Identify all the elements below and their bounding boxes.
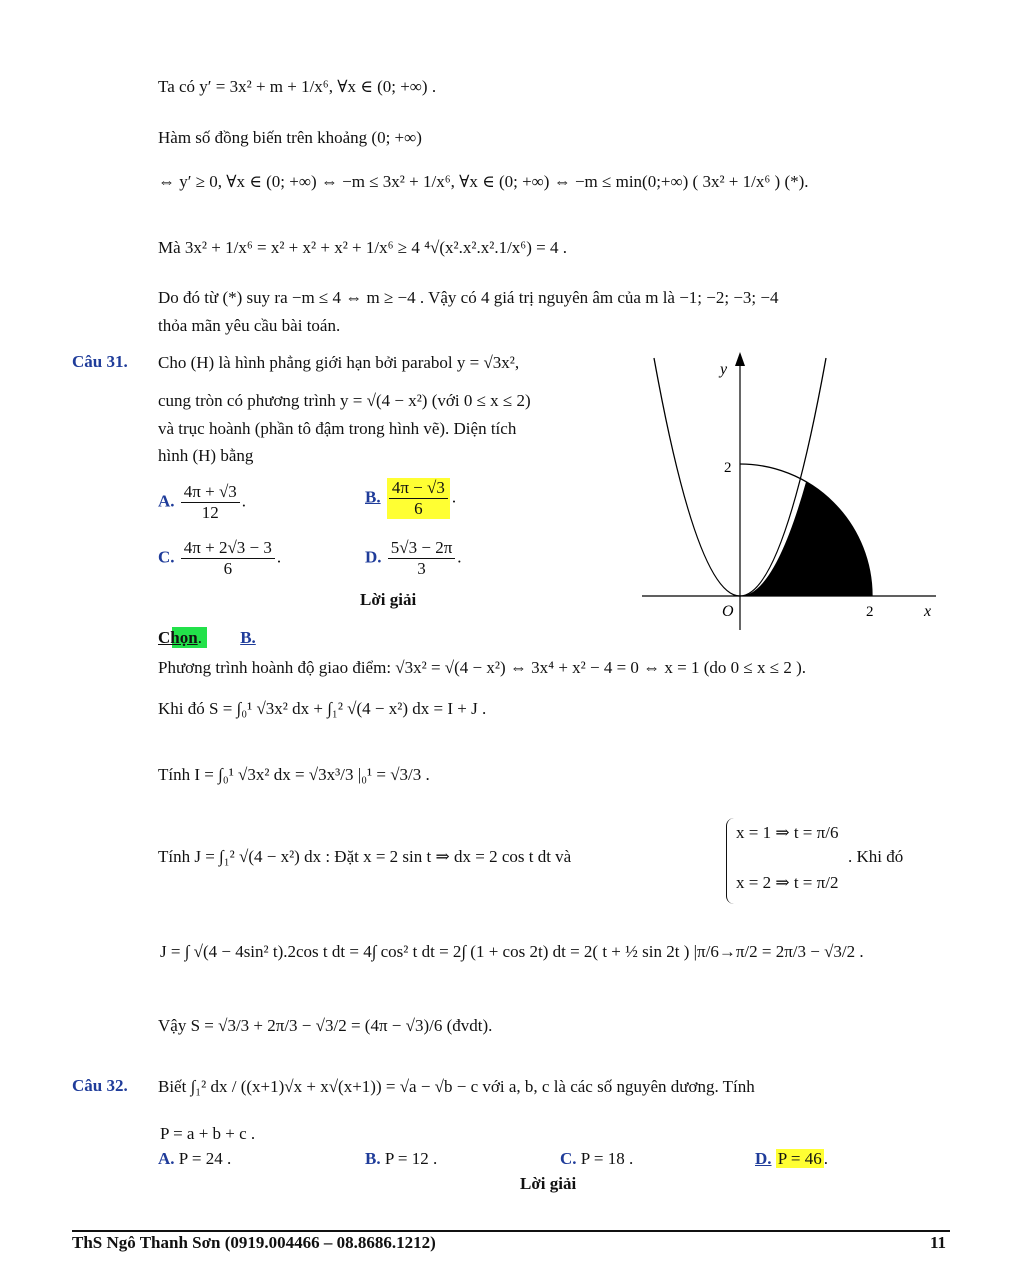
option-label: C. — [158, 547, 175, 567]
q32-solution-title: Lời giải — [520, 1174, 577, 1193]
page-number: 11 — [930, 1233, 947, 1252]
footer-author: ThS Ngô Thanh Sơn (0919.004466 – 08.8686.1212) — [72, 1233, 436, 1252]
q31-graph — [640, 348, 940, 638]
sol31-integral-j-compute: J = ∫ √(4 − 4sin² t).2cos t dt = 4∫ cos² t dt = 2∫ (1 + cos 2t) dt = 2( t + ½ sin 2t ) |π/6→π/2 = 2π/3 − √3/2 . — [160, 942, 864, 961]
x-tick-2: 2 — [866, 604, 874, 620]
sol31-integral-j-setup: Tính J = ∫₁² √(4 − x²) dx : Đặt x = 2 sin t ⇒ dx = 2 cos t dt và — [158, 847, 572, 866]
line-amgm: Mà 3x² + 1/x⁶ = x² + x² + x² + 1/x⁶ ≥ 4 ⁴√(x².x².x².1/x⁶) = 4 . — [158, 238, 567, 257]
footer-rule — [72, 1230, 950, 1232]
line-satisfy: thỏa mãn yêu cầu bài toán. — [158, 316, 341, 335]
q31-option-c: C. $\frac{4\pi + 2√3 - 3}{6}$ . — [158, 538, 282, 578]
sol31-area-split: Khi đó S = ∫₀¹ √3x² dx + ∫₁² √(4 − x²) dx = I + J . — [158, 699, 487, 718]
q31-option-b: B. $\frac{4\pi - √3}{6}$ . — [365, 478, 457, 518]
line-conclusion: Do đó từ (*) suy ra −m ≤ 4 ⇔ m ≥ −4 . Vậy có 4 giá trị nguyên âm của m là −1; −2; −3; −4 — [158, 288, 779, 307]
sol31-final: Vậy S = √3/3 + 2π/3 − √3/2 = (4π − √3)/6 (đvdt). — [158, 1016, 493, 1035]
x-axis-label: x — [924, 603, 932, 620]
q31-chosen-line: Chọn. B. — [158, 628, 256, 647]
line-increasing: Hàm số đồng biến trên khoảng (0; +∞) — [158, 128, 422, 147]
option-label: D. — [365, 547, 382, 567]
line-equivalence: ⇔ y′ ≥ 0, ∀x ∈ (0; +∞) ⇔ −m ≤ 3x² + 1/x⁶, ∀x ∈ (0; +∞) ⇔ −m ≤ min(0;+∞) ( 3x² + 1/x⁶ ) (*). — [158, 172, 809, 191]
q32-text-2: P = a + b + c . — [160, 1124, 256, 1143]
option-value-highlighted: P = 46 — [777, 1149, 822, 1168]
option-fraction: $\frac{4\pi + 2√3 - 3}{6}$ — [181, 538, 275, 579]
option-value: P = 24 . — [178, 1149, 232, 1168]
sol31-intersection: Phương trình hoành độ giao điểm: √3x² = √(4 − x²) ⇔ 3x⁴ + x² − 4 = 0 ⇔ x = 1 (do 0 ≤ x ≤ 2 ). — [158, 658, 807, 677]
q31-solution-title: Lời giải — [360, 590, 417, 609]
sol31-bound-1: x = 1 ⇒ t = π/6 — [736, 823, 839, 842]
option-label: D. — [755, 1149, 772, 1168]
shaded-region-h — [740, 482, 872, 596]
question-32-label: Câu 32. — [72, 1076, 128, 1095]
option-value: P = 18 . — [580, 1149, 634, 1168]
option-fraction-highlighted: $\frac{4\pi - √3}{6}$ — [387, 478, 450, 519]
y-tick-2: 2 — [724, 460, 732, 476]
sol31-khi-do: . Khi đó — [848, 847, 904, 866]
system-brace — [726, 818, 735, 904]
option-label: B. — [365, 1149, 381, 1168]
question-31-label: Câu 31. — [72, 352, 128, 371]
option-fraction: $\frac{5√3 - 2\pi}{3}$ — [388, 538, 456, 579]
option-label: A. — [158, 491, 175, 511]
option-fraction: $\frac{4\pi + √3}{12}$ — [181, 482, 240, 523]
option-label: C. — [560, 1149, 577, 1168]
q32-text-1: Biết ∫₁² dx / ((x+1)√x + x√(x+1)) = √a − √b − c với a, b, c là các số nguyên dương. Tính — [158, 1077, 755, 1096]
sol31-bound-2: x = 2 ⇒ t = π/2 — [736, 873, 839, 892]
origin-label: O — [722, 603, 734, 620]
q32-option-b — [365, 1148, 437, 1170]
q31-text-3: và trục hoành (phần tô đậm trong hình vẽ). Diện tích — [158, 419, 517, 438]
q32-option-c — [560, 1148, 633, 1170]
q31-option-d: D. $\frac{5√3 - 2\pi}{3}$ . — [365, 538, 462, 578]
option-label: B. — [365, 487, 381, 507]
option-value: P = 12 . — [384, 1149, 438, 1168]
y-axis-arrow — [735, 352, 745, 366]
sol31-integral-i: Tính I = ∫₀¹ √3x² dx = √3x³/3 |₀¹ = √3/3 . — [158, 765, 430, 784]
q31-text-4: hình (H) bằng — [158, 446, 254, 465]
line-derivative: Ta có y′ = 3x² + m + 1/x⁶, ∀x ∈ (0; +∞) . — [158, 77, 437, 96]
q31-option-a: A. $\frac{4\pi + √3}{12}$ . — [158, 482, 247, 522]
q32-option-d: D. P = 46 . — [755, 1149, 828, 1168]
option-label: A. — [158, 1149, 175, 1168]
y-axis-label: y — [720, 361, 728, 378]
chosen-answer: B. — [240, 628, 256, 647]
q31-text-2: cung tròn có phương trình y = √(4 − x²) (với 0 ≤ x ≤ 2) — [158, 391, 531, 410]
q31-text-1: Cho (H) là hình phẳng giới hạn bởi parabol y = √3x², — [158, 353, 520, 372]
q32-option-a — [158, 1148, 231, 1170]
chon-label: Chọn — [158, 628, 198, 647]
